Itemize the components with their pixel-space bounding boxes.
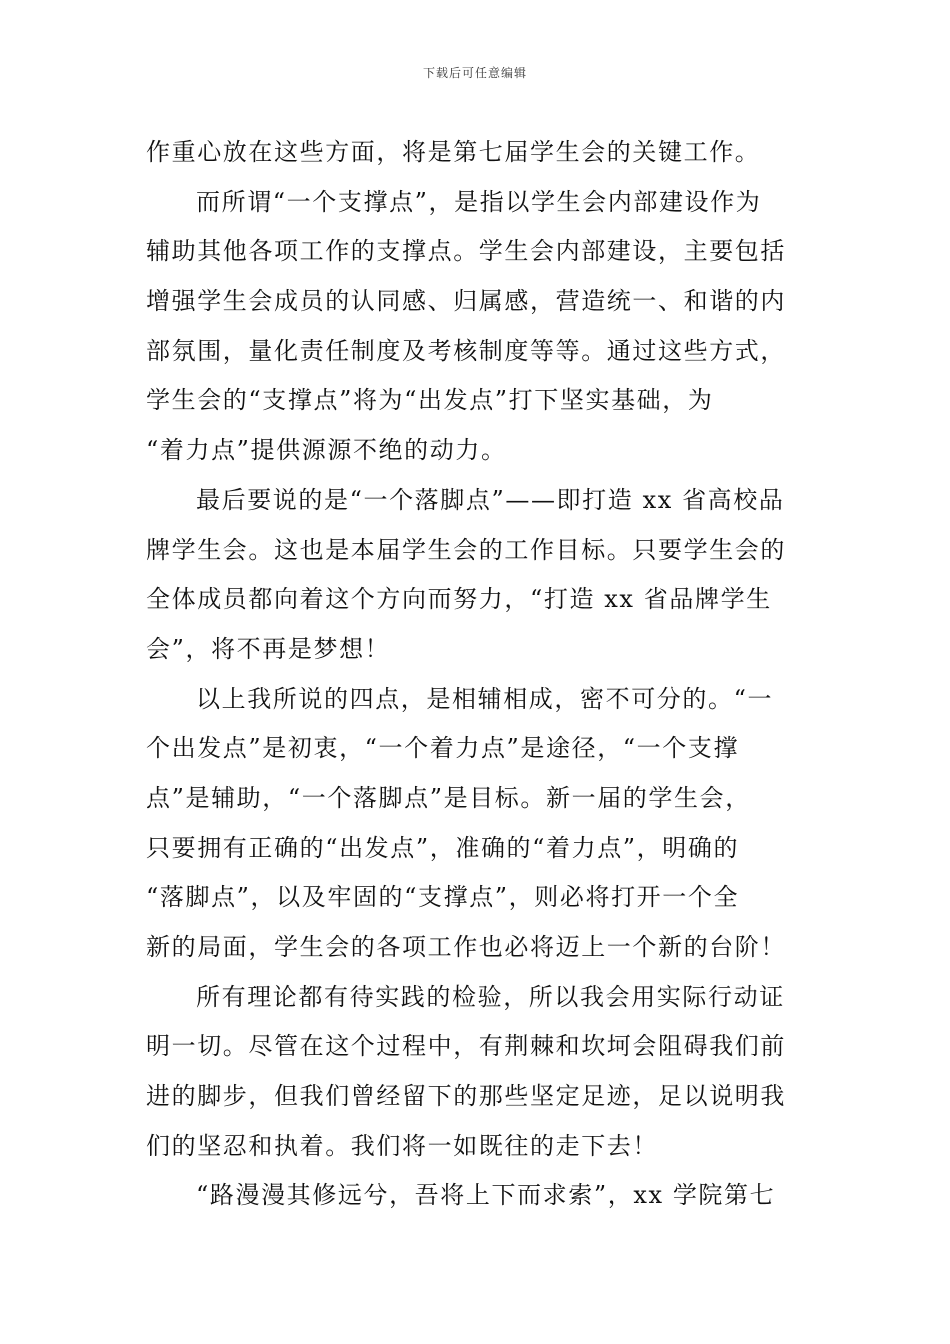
text-line: 全体成员都向着这个方向而努力，“打造 xx 省品牌学生 [146,585,772,614]
text-line: 进的脚步，但我们曾经留下的那些坚定足迹，足以说明我 [146,1082,786,1111]
text-line: “着力点”提供源源不绝的动力。 [146,436,507,465]
text-line: 新的局面，学生会的各项工作也必将迈上一个新的台阶！ [146,933,786,961]
text-line: “路漫漫其修远兮，吾将上下而求索”，xx 学院第七 [196,1181,776,1210]
text-line: 所有理论都有待实践的检验，所以我会用实际行动证 [196,982,785,1011]
text-line: 作重心放在这些方面，将是第七届学生会的关键工作。 [146,138,761,166]
text-line: 辅助其他各项工作的支撑点。学生会内部建设，主要包括 [146,237,786,266]
text-line: 部氛围，量化责任制度及考核制度等等。通过这些方式， [146,336,786,365]
text-line: 学生会的“支撑点”将为“出发点”打下坚实基础，为 [146,386,714,415]
text-line: 会”，将不再是梦想！ [146,634,391,663]
text-line: 增强学生会成员的认同感、归属感，营造统一、和谐的内 [146,287,786,316]
page-header: 下载后可任意编辑 [422,66,527,80]
text-line: 只要拥有正确的“出发点”，准确的“着力点”，明确的 [146,833,740,862]
text-line: 明一切。尽管在这个过程中，有荆棘和坎坷会阻碍我们前 [146,1032,786,1061]
text-line: “落脚点”，以及牢固的“支撑点”，则必将打开一个全 [146,883,740,912]
text-line: 牌学生会。这也是本届学生会的工作目标。只要学生会的 [146,535,786,564]
text-line: 而所谓“一个支撑点”，是指以学生会内部建设作为 [196,187,762,216]
text-line: 们的坚忍和执着。我们将一如既往的走下去！ [146,1131,658,1160]
document-body [146,128,810,1221]
text-line: 点”是辅助，“一个落脚点”是目标。新一届的学生会， [146,783,751,812]
text-line: 以上我所说的四点，是相辅相成，密不可分的。“一 [196,684,774,713]
text-line: 个出发点”是初衷，“一个着力点”是途径，“一个支撑 [146,734,740,763]
text-line: 最后要说的是“一个落脚点”——即打造 xx 省高校品 [196,485,785,514]
